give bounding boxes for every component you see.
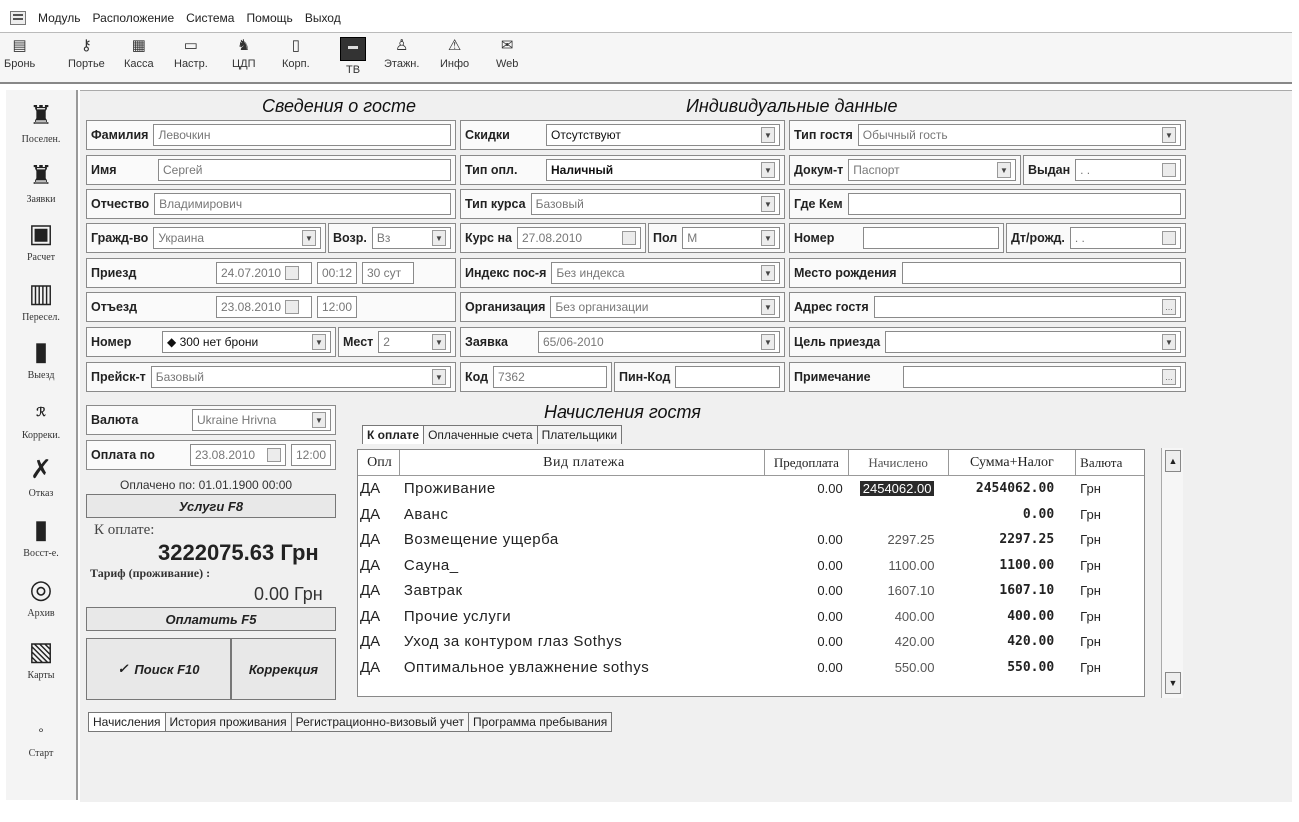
birthplace-label: Место рождения	[794, 266, 897, 280]
cell-currency: Грн	[1080, 608, 1101, 624]
toolbar-info[interactable]: ⚠ Инфо	[440, 37, 470, 70]
code-row	[460, 362, 612, 392]
cell-prepay: 0.00	[817, 532, 843, 548]
org-label: Организация	[465, 300, 546, 314]
cell-total: 0.00	[1022, 506, 1055, 522]
currency-row	[86, 405, 336, 435]
charges-section-title: Начисления гостя	[544, 402, 701, 422]
rateon-row	[460, 223, 646, 253]
number-row	[789, 223, 1004, 253]
payto-label: Оплата по	[91, 448, 155, 462]
col-currency[interactable]: Валюта	[1080, 454, 1123, 470]
address-row	[789, 292, 1186, 322]
table-scrollbar[interactable]	[1161, 448, 1183, 698]
cell-name: Прочие услуги	[403, 607, 512, 625]
cell-prepay: 0.00	[817, 608, 843, 624]
scroll-up-icon[interactable]: ▲	[1165, 450, 1181, 472]
guesttype-label: Тип гостя	[794, 128, 853, 142]
age-select[interactable]: Вз ▼	[372, 227, 451, 249]
col-prepay[interactable]: Предоплата	[765, 450, 849, 475]
col-charged[interactable]: Начислено	[849, 450, 949, 475]
rateon-label: Курс на	[465, 231, 512, 245]
cell-charged: 550.00	[894, 659, 935, 675]
due-value: 3222075.63 Грн	[158, 540, 319, 565]
cell-paid: ДА	[360, 556, 381, 574]
birthplace-row	[789, 258, 1186, 288]
paytype-row	[460, 155, 785, 185]
sex-row	[648, 223, 785, 253]
sidebar-item-checkout[interactable]: ▮ Выезд	[6, 336, 76, 381]
index-select[interactable]: Без индекса ▼	[551, 262, 780, 284]
cell-prepay: 0.00	[817, 557, 843, 573]
paytype-label: Тип опл.	[465, 163, 518, 177]
payto-date-input[interactable]: 23.08.2010	[190, 444, 286, 466]
issued-label: Выдан	[1028, 163, 1071, 177]
arrival-time-input[interactable]: 00:12	[317, 262, 357, 284]
cell-charged: 1607.10	[887, 583, 935, 599]
where-row	[789, 189, 1186, 219]
printer-icon: ▭	[183, 37, 198, 54]
where-input[interactable]	[848, 193, 1181, 215]
cell-name: Оптимальное увлажнение sothys	[403, 658, 650, 676]
rateon-input[interactable]: 27.08.2010	[517, 227, 641, 249]
cell-total: 1607.10	[999, 583, 1055, 599]
table-row[interactable]	[358, 527, 1144, 553]
departure-label: Отъезд	[91, 300, 138, 314]
payto-row	[86, 440, 336, 470]
discount-label: Скидки	[465, 128, 510, 142]
menu-module[interactable]: Модуль	[38, 11, 81, 25]
cell-name: Сауна_	[403, 556, 459, 574]
menu-bar	[10, 6, 1290, 30]
request-label: Заявка	[465, 335, 508, 349]
cell-name: Завтрак	[403, 582, 463, 600]
chevron-down-icon: ▼	[1162, 127, 1176, 143]
checkmark-icon: ✓	[117, 661, 129, 676]
number-input[interactable]	[863, 227, 999, 249]
note-input[interactable]	[903, 366, 1181, 388]
cell-total: 400.00	[1007, 608, 1055, 624]
web-mail-icon: ✉	[500, 37, 514, 54]
info-icon: ⚠	[447, 37, 462, 54]
firstname-label: Имя	[91, 163, 117, 177]
citizenship-label: Гражд-во	[91, 231, 149, 245]
calendar-icon[interactable]	[285, 300, 299, 314]
key-icon: ⚷	[80, 37, 92, 54]
toolbar-cdp[interactable]: ♞ ЦДП	[232, 37, 256, 70]
toolbar-cashier[interactable]: ▦ Касса	[124, 37, 154, 70]
currency-label: Валюта	[91, 413, 139, 427]
age-row	[328, 223, 456, 253]
table-header	[358, 450, 1144, 476]
chevron-down-icon: ▼	[761, 196, 775, 212]
payto-time-input[interactable]: 12:00	[291, 444, 331, 466]
purpose-row	[789, 327, 1186, 357]
pin-label: Пин-Код	[619, 370, 671, 384]
chevron-down-icon: ▼	[312, 412, 326, 428]
ratetype-label: Тип курса	[465, 197, 526, 211]
places-row	[338, 327, 456, 357]
chevron-down-icon: ▼	[761, 230, 775, 246]
lastname-input[interactable]: Левочкин	[153, 124, 451, 146]
lastname-row	[86, 120, 456, 150]
tab-stay-program[interactable]: Программа пребывания	[468, 712, 612, 732]
currency-select[interactable]: Ukraine Hrivna ▼	[192, 409, 331, 431]
sidebar-item-calculation[interactable]: ▣ Расчет	[6, 218, 76, 263]
request-select[interactable]: 65/06-2010 ▼	[538, 331, 780, 353]
index-label: Индекс пос-я	[465, 266, 547, 280]
room-row	[86, 327, 336, 357]
index-row	[460, 258, 785, 288]
code-input[interactable]: 7362	[493, 366, 607, 388]
pin-row	[614, 362, 785, 392]
tab-paid-bills[interactable]: Оплаченные счета	[423, 425, 537, 444]
table-row[interactable]	[358, 629, 1144, 655]
discount-row	[460, 120, 785, 150]
toolbar-corp[interactable]: ▯ Корп.	[282, 37, 310, 70]
patronymic-row	[86, 189, 456, 219]
cell-currency: Грн	[1080, 583, 1101, 599]
room-label: Номер	[91, 335, 132, 349]
cell-paid: ДА	[360, 658, 381, 676]
departure-time-input[interactable]: 12:00	[317, 296, 357, 318]
firstname-row	[86, 155, 456, 185]
arrival-row	[86, 258, 456, 288]
guesttype-row	[789, 120, 1186, 150]
table-row[interactable]	[358, 578, 1144, 604]
register-icon: ▦	[131, 37, 146, 54]
toolbar-booking[interactable]: ▤ Бронь	[4, 37, 36, 70]
table-row[interactable]	[358, 604, 1144, 630]
menu-location[interactable]: Расположение	[92, 11, 175, 25]
due-label: К оплате:	[94, 522, 155, 538]
sex-label: Пол	[653, 231, 678, 245]
restore-icon: ▮	[33, 515, 49, 544]
cell-prepay: 0.00	[817, 659, 843, 675]
sidebar-item-start[interactable]: ∘ Старт	[6, 714, 76, 759]
start-icon: ∘	[37, 723, 45, 737]
menu-exit[interactable]: Выход	[304, 11, 341, 25]
sidebar-item-checkin[interactable]: ♜ Поселен.	[21, 101, 61, 145]
toolbar-floor[interactable]: ♙ Этажн.	[384, 37, 420, 70]
stay-days: 30 сут	[362, 262, 414, 284]
age-label: Возр.	[333, 231, 367, 245]
chevron-down-icon: ▼	[761, 334, 775, 350]
birth-input[interactable]: . .	[1070, 227, 1181, 249]
where-label: Где Кем	[794, 197, 843, 211]
tab-registration-visa[interactable]: Регистрационно-визовый учет	[291, 712, 469, 732]
purpose-select[interactable]	[885, 331, 1181, 353]
cell-currency: Грн	[1080, 481, 1101, 497]
chevron-down-icon: ▼	[302, 230, 316, 246]
cell-name: Уход за контуром глаз Sothys	[403, 633, 623, 651]
requests-icon: ♜	[29, 161, 53, 190]
cell-currency: Грн	[1080, 506, 1101, 522]
menu-help[interactable]: Помощь	[246, 11, 293, 25]
cell-prepay: 0.00	[817, 634, 843, 650]
cell-charged[interactable]	[849, 481, 949, 496]
relocate-icon: ▥	[28, 279, 54, 308]
chevron-down-icon: ▼	[312, 334, 326, 350]
toolbar-porter[interactable]: ⚷ Портье	[68, 37, 105, 70]
chevron-down-icon: ▼	[432, 369, 446, 385]
lastname-label: Фамилия	[91, 128, 149, 142]
citizenship-select[interactable]: Украина ▼	[153, 227, 321, 249]
pricelist-select[interactable]: Базовый ▼	[151, 366, 451, 388]
tab-stay-history[interactable]: История проживания	[165, 712, 292, 732]
doc-row	[789, 155, 1021, 185]
cell-paid: ДА	[360, 582, 381, 600]
guest-section-title: Сведения о госте	[262, 96, 417, 116]
tab-payers[interactable]: Плательщики	[537, 425, 622, 444]
checkin-icon: ♜	[29, 101, 53, 130]
pricelist-label: Прейск-т	[91, 370, 146, 384]
table-row[interactable]	[358, 476, 1144, 502]
citizenship-row	[86, 223, 326, 253]
cell-total: 420.00	[1007, 634, 1055, 650]
cell-currency: Грн	[1080, 557, 1101, 573]
chevron-down-icon: ▼	[997, 162, 1011, 178]
ratetype-row	[460, 189, 785, 219]
correction-button[interactable]: Коррекция	[231, 638, 336, 700]
cell-prepay: 0.00	[817, 583, 843, 599]
note-label: Примечание	[794, 370, 871, 384]
scroll-down-icon[interactable]: ▼	[1165, 672, 1181, 694]
cell-charged: 400.00	[894, 608, 935, 624]
menu-system[interactable]: Система	[186, 11, 235, 25]
calendar-icon[interactable]	[1162, 163, 1176, 177]
selected-cell-value[interactable]: 2454062.00	[860, 481, 935, 496]
calendar-icon[interactable]	[1162, 231, 1176, 245]
request-row	[460, 327, 785, 357]
correction-icon: ℛ	[36, 405, 46, 419]
cards-icon: ▧	[28, 637, 54, 666]
services-button[interactable]: Услуги F8	[86, 494, 336, 518]
cell-name: Аванс	[403, 505, 449, 523]
toolbar-settings[interactable]: ▭ Настр.	[174, 37, 208, 70]
paytype-select[interactable]: Наличный ▼	[546, 159, 780, 181]
cell-name: Проживание	[403, 480, 496, 498]
address-input[interactable]	[874, 296, 1181, 318]
search-button[interactable]: ✓ Поиск F10	[86, 638, 231, 700]
cell-total: 550.00	[1007, 659, 1055, 675]
chevron-down-icon: ▼	[761, 162, 775, 178]
calculation-icon: ▣	[28, 219, 54, 248]
archive-bin-icon: ◎	[29, 575, 53, 604]
col-payment-type[interactable]: Вид платежа	[400, 450, 765, 475]
room-select[interactable]: ◆ 300 нет брони ▼	[162, 331, 331, 353]
sidebar-item-archive[interactable]: ◎ Архив	[6, 574, 76, 619]
cell-charged: 1100.00	[888, 557, 935, 573]
org-row	[460, 292, 785, 322]
cell-total: 2297.25	[999, 532, 1055, 548]
arrival-date-input[interactable]: 24.07.2010	[216, 262, 312, 284]
arrival-label: Приезд	[91, 266, 137, 280]
cell-total: 2454062.00	[975, 481, 1055, 497]
cell-paid: ДА	[360, 505, 381, 523]
sidebar-item-restore[interactable]: ▮ Восст-е.	[23, 515, 59, 559]
calendar-icon[interactable]	[267, 448, 281, 462]
departure-date-input[interactable]: 23.08.2010	[216, 296, 312, 318]
chevron-down-icon: ▼	[432, 334, 446, 350]
toolbar-tv[interactable]: ▬ ТВ	[340, 37, 366, 76]
org-select[interactable]: Без организации ▼	[550, 296, 780, 318]
app-icon	[10, 11, 26, 25]
chevron-down-icon: ▼	[432, 230, 446, 246]
charges-table	[357, 449, 1145, 697]
tariff-value: 0.00 Грн	[254, 584, 323, 604]
chevron-down-icon: ▼	[761, 299, 775, 315]
purpose-label: Цель приезда	[794, 335, 881, 349]
tab-charges[interactable]: Начисления	[88, 712, 166, 732]
building-icon: ▯	[291, 37, 300, 54]
birth-row	[1006, 223, 1186, 253]
toolbar-web[interactable]: ✉ Web	[496, 37, 519, 70]
places-select[interactable]: 2 ▼	[378, 331, 451, 353]
table-row[interactable]	[358, 553, 1144, 579]
sidebar-item-refusal[interactable]: ✗ Отказ	[6, 454, 76, 499]
discount-select[interactable]: Отсутствуют ▼	[546, 124, 780, 146]
patronymic-input[interactable]: Владимирович	[154, 193, 451, 215]
sidebar-item-requests[interactable]: ♜ Заявки	[6, 160, 76, 205]
chevron-down-icon: ▼	[761, 265, 775, 281]
paid-till-text: Оплачено по: 01.01.1900 00:00	[120, 478, 293, 492]
firstname-input[interactable]: Сергей	[158, 159, 451, 181]
address-label: Адрес гостя	[794, 300, 869, 314]
cell-name: Возмещение ущерба	[403, 531, 559, 549]
sidebar	[6, 90, 78, 800]
cell-prepay: 0.00	[817, 481, 843, 497]
places-label: Мест	[343, 335, 374, 349]
sex-select[interactable]: М ▼	[682, 227, 780, 249]
doc-label: Докум-т	[794, 163, 844, 177]
issued-row	[1023, 155, 1186, 185]
ratetype-select[interactable]: Базовый ▼	[531, 193, 780, 215]
tariff-label: Тариф (проживание) :	[90, 566, 211, 580]
sidebar-item-relocate[interactable]: ▥ Пересел.	[22, 279, 60, 323]
col-total[interactable]: Сумма+Налог	[949, 450, 1077, 475]
tv-icon: ▬	[340, 37, 366, 61]
patronymic-label: Отчество	[91, 197, 150, 211]
ellipsis-icon[interactable]: …	[1162, 369, 1176, 385]
col-paid[interactable]: Опл	[358, 450, 400, 475]
chevron-down-icon: ▼	[761, 127, 775, 143]
doc-select[interactable]: Паспорт ▼	[848, 159, 1016, 181]
issued-input[interactable]: . .	[1075, 159, 1181, 181]
chevron-down-icon: ▼	[1162, 334, 1176, 350]
calendar-icon[interactable]	[622, 231, 636, 245]
table-row[interactable]	[358, 502, 1144, 528]
departure-row	[86, 292, 456, 322]
cell-total: 1100.00	[999, 557, 1055, 573]
guesttype-select[interactable]: Обычный гость ▼	[858, 124, 1181, 146]
cell-paid: ДА	[360, 633, 381, 651]
bottom-tabs	[88, 712, 611, 732]
individual-section-title: Индивидуальные данные	[686, 96, 898, 116]
charges-tabs	[362, 425, 621, 444]
cell-paid: ДА	[360, 480, 381, 498]
cell-currency: Грн	[1080, 659, 1101, 675]
table-row[interactable]	[358, 655, 1144, 681]
cell-charged: 420.00	[894, 634, 935, 650]
pricelist-row	[86, 362, 456, 392]
birthplace-input[interactable]	[902, 262, 1181, 284]
cell-currency: Грн	[1080, 532, 1101, 548]
cell-currency: Грн	[1080, 634, 1101, 650]
pay-button[interactable]: Оплатить F5	[86, 607, 336, 631]
sidebar-item-cards[interactable]: ▧ Карты	[6, 636, 76, 681]
pin-input[interactable]	[675, 366, 780, 388]
booking-icon: ▤	[12, 37, 27, 54]
checkout-door-icon: ▮	[33, 337, 49, 366]
cell-paid: ДА	[360, 607, 381, 625]
ellipsis-icon[interactable]: …	[1162, 299, 1176, 315]
number-label: Номер	[794, 231, 835, 245]
cell-charged: 2297.25	[887, 532, 935, 548]
sidebar-item-correction[interactable]: ℛ Корреки.	[6, 396, 76, 441]
people-icon: ♞	[237, 37, 251, 54]
cell-paid: ДА	[360, 531, 381, 549]
tab-to-pay[interactable]: К оплате	[362, 425, 424, 444]
note-row	[789, 362, 1186, 392]
floor-person-icon: ♙	[394, 37, 409, 54]
birth-label: Дт/рожд.	[1011, 231, 1065, 245]
calendar-icon[interactable]	[285, 266, 299, 280]
code-label: Код	[465, 370, 489, 384]
toolbar	[0, 32, 1292, 84]
refusal-icon: ✗	[30, 455, 52, 484]
